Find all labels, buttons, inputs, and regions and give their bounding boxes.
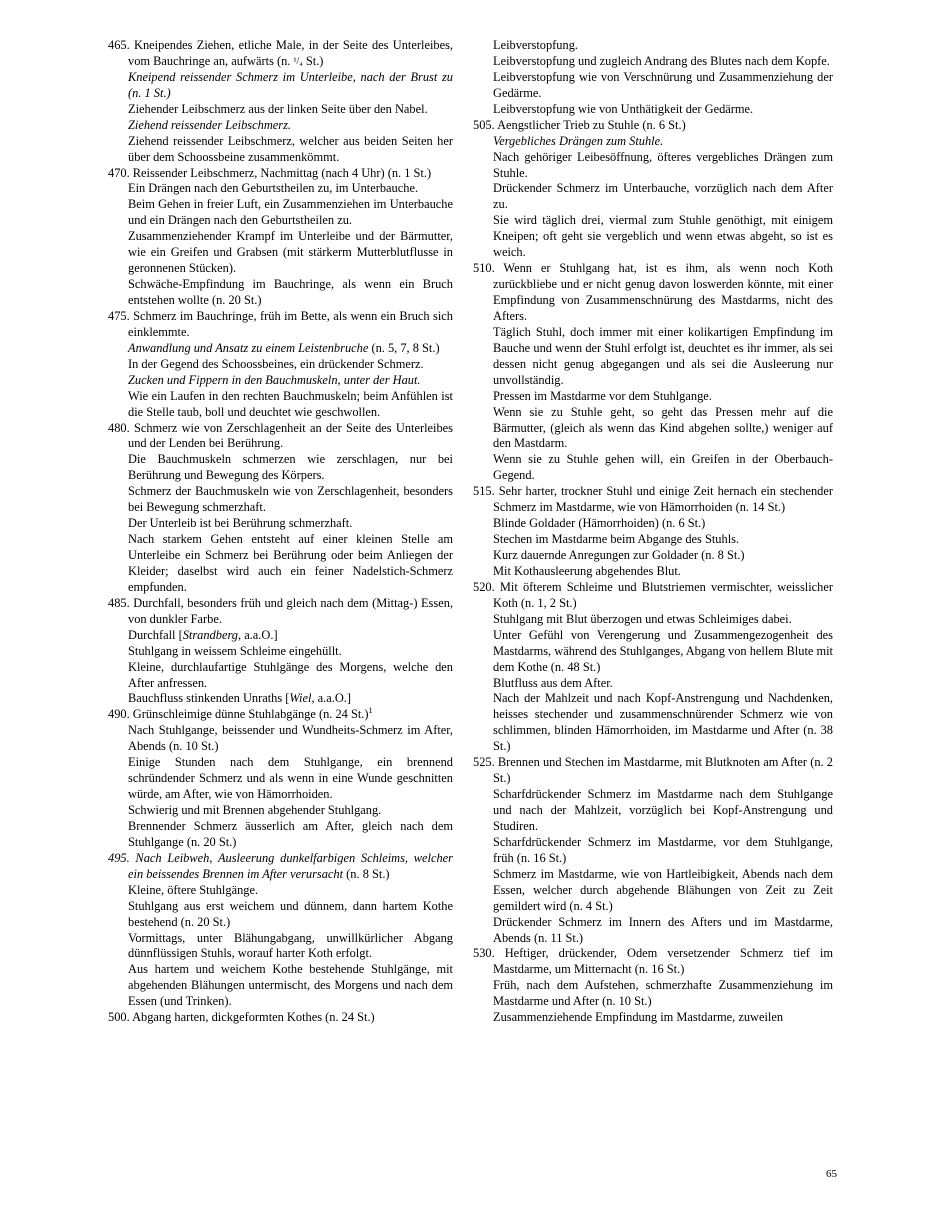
entry-519: Mit Kothausleerung abgehendes Blut. <box>493 563 681 578</box>
entry-512: Pressen im Mastdarme vor dem Stuhlgange. <box>493 388 712 403</box>
entry-504: Leibverstopfung wie von Unthätigkeit der Gedärme. <box>493 101 754 116</box>
entry-469: Ziehend reissender Leibschmerz, welcher aus beiden Seiten her über dem Schoossbeine zusammenkömmt. <box>128 133 453 164</box>
entry-486-italic: Strandberg <box>182 627 239 642</box>
entry-485: 485. Durchfall, besonders früh und gleich nach dem (Mittag-) Essen, von dunkler Farbe. <box>108 595 453 626</box>
entry-493: Schwierig und mit Brennen abgehender Stuhlgang. <box>128 803 382 817</box>
entry-505: 505. Aengstlicher Trieb zu Stuhle (n. 6 St.) <box>473 117 686 132</box>
entry-472: Beim Gehen in freier Luft, ein Zusammenziehen im Unterbauche und ein Drängen nach den Geburtstheilen zu. <box>128 197 453 228</box>
entry-528: Schmerz im Mastdarme, wie von Hartleibigkeit, Abends nach dem Essen, welcher durch abgehende Blähungen von Zeit zu Zeit gemildert wird (n. 4 St.) <box>493 866 833 913</box>
entry-500: 500. Abgang harten, dickgeformten Kothes (n. 24 St.) <box>108 1010 375 1025</box>
entry-513: Wenn sie zu Stuhle geht, so geht das Pressen mehr auf die Bärmutter, (gleich als wenn das Kind abgehen sollte,) weniger auf den Mastdarm. <box>493 404 833 451</box>
entry-509: Sie wird täglich drei, viermal zum Stuhle genöthigt, mit einigem Kneipen; oft geht sie vergeblich und wenn etwas abgeht, so ist es weich. <box>493 213 833 260</box>
entry-508: Drückender Schmerz im Unterbauche, vorzüglich nach dem After zu. <box>493 181 833 212</box>
entry-489-pre: Bauchfluss stinkenden Unraths [ <box>128 691 290 706</box>
entry-527: Scharfdrückender Schmerz im Mastdarme, vor dem Stuhlgange, früh (n. 16 St.) <box>493 834 833 865</box>
entry-476-italic: Anwandlung und Ansatz zu einem Leistenbruche <box>128 340 369 355</box>
entry-503: Leibverstopfung wie von Verschnürung und Zusammenziehung der Gedärme. <box>493 69 833 100</box>
entry-481: Die Bauchmuskeln schmerzen wie zerschlagen, nur bei Berührung und Bewegung des Körpers. <box>128 452 453 483</box>
entry-523: Blutfluss aus dem After. <box>493 675 613 690</box>
entry-518: Kurz dauernde Anregungen zur Goldader (n. 8 St.) <box>493 548 745 562</box>
entry-501: Leibverstopfung. <box>493 38 578 52</box>
entry-492: Einige Stunden nach dem Stuhlgange, ein brennend schründender Schmerz und als wenn in eine Wunde geschnitten würde, am After, wie von Hämorrhoiden. <box>128 755 453 802</box>
entry-490 <box>108 707 453 723</box>
entry-524: Nach der Mahlzeit und nach Kopf-Anstrengung und Nachdenken, heisses stechender und zusammenschnürender Schmerz wie von schlimmen, blinden Hämorrhoiden, im Mastdarme und After (n. 38 St.) <box>493 691 833 754</box>
entry-530: 530. Heftiger, drückender, Odem versetzender Schmerz tief im Mastdarme, um Mitternacht (n. 16 St.) <box>473 946 833 977</box>
entry-497: Stuhlgang aus erst weichem und dünnem, dann hartem Kothe bestehend (n. 20 St.) <box>128 898 453 929</box>
entry-471: Ein Drängen nach den Geburtstheilen zu, im Unterbauche. <box>128 181 419 196</box>
entry-517: Stechen im Mastdarme beim Abgange des Stuhls. <box>493 532 740 547</box>
entry-507: Nach gehöriger Leibesöffnung, öfteres vergebliches Drängen zum Stuhle. <box>493 149 833 180</box>
entry-526: Scharfdrückender Schmerz im Mastdarme nach dem Stuhlgange und nach der Mahlzeit, vorzüglich bei Kopf-Anstrengung und Studiren. <box>493 787 833 833</box>
entry-474: Schwäche-Empfindung im Bauchringe, als wenn ein Bruch entstehen wollte (n. 20 St.) <box>128 277 453 307</box>
entry-466: Kneipend reissender Schmerz im Unterleibe, nach der Brust zu (n. 1 St.) <box>128 69 453 100</box>
entry-510: 510. Wenn er Stuhlgang hat, ist es ihm, als wenn noch Koth zurückbliebe und er nicht genug davon loswerden könnte, mit einer Empfindung von Zusammenschnürung des Mastdarms, nicht des Afters. <box>473 261 833 323</box>
page-number: 65 <box>826 1168 837 1180</box>
entry-532: Zusammenziehende Empfindung im Mastdarme, zuweilen <box>493 1010 784 1025</box>
entry-483: Der Unterleib ist bei Berührung schmerzhaft. <box>128 516 353 531</box>
entry-476-rest: (n. 5, 7, 8 St.) <box>368 340 440 355</box>
left-column <box>108 38 453 1026</box>
entry-490-text: 490. Grünschleimige dünne Stuhlabgänge (n. 24 St.) <box>108 707 369 722</box>
entry-484: Nach starkem Gehen entsteht auf einer kleinen Stelle am Unterleibe ein Schmerz bei Berührung oder beim Anliegen der Kleider; daselbst wird auch ein feiner Nadelstich-Schmerz empfunden. <box>128 532 453 594</box>
entry-529: Drückender Schmerz im Innern des Afters und im Mastdarme, Abends (n. 11 St.) <box>493 914 833 945</box>
entry-468: Ziehend reissender Leibschmerz. <box>128 117 292 132</box>
entry-478: Zucken und Fippern in den Bauchmuskeln, unter der Haut. <box>128 372 421 387</box>
entry-515: 515. Sehr harter, trockner Stuhl und einige Zeit hernach ein stechender Schmerz im Mastdarme, wie von Hämorrhoiden (n. 14 St.) <box>473 484 833 515</box>
entry-489-italic: Wiel <box>289 691 312 706</box>
entry-499: Aus hartem und weichem Kothe bestehende Stuhlgänge, mit abgehenden Blähungen untermischt, des Morgens und nach dem Essen (und Trinken). <box>128 962 453 1009</box>
entry-495-rest: (n. 8 St.) <box>343 866 390 881</box>
entry-476 <box>108 341 453 357</box>
entry-521: Stuhlgang mit Blut überzogen und etwas Schleimiges dabei. <box>493 611 792 626</box>
entry-514: Wenn sie zu Stuhle gehen will, ein Greifen in der Oberbauch-Gegend. <box>493 452 833 483</box>
entry-495 <box>108 851 453 883</box>
entry-506: Vergebliches Drängen zum Stuhle. <box>493 133 664 148</box>
entry-516: Blinde Goldader (Hämorrhoiden) (n. 6 St.) <box>493 516 706 531</box>
two-column-body <box>108 38 833 1026</box>
entry-487: Stuhlgang in weissem Schleime eingehüllt. <box>128 643 342 658</box>
entry-495-italic: 495. Nach Leibweh, Ausleerung dunkelfarbigen Schleims, welcher ein beissendes Brennen im After verursacht <box>108 850 453 881</box>
entry-465: 465. Kneipendes Ziehen, etliche Male, in der Seite des Unterleibes, vom Bauchringe an, aufwärts (n. ¹/₄ St.) <box>108 38 453 68</box>
entry-488: Kleine, durchlaufartige Stuhlgänge des Morgens, welche den After anfressen. <box>128 659 453 690</box>
entry-522: Unter Gefühl von Verengerung und Zusammengezogenheit des Mastdarms, während des Stuhlganges, Abgang von hellem Blute mit dem Kothe (n. 48 St.) <box>493 627 834 674</box>
entry-496: Kleine, öftere Stuhlgänge. <box>128 882 259 897</box>
entry-498: Vormittags, unter Blähungabgang, unwillkürlicher Abgang dünnflüssigen Stuhls, worauf harter Koth erfolgt. <box>128 930 453 961</box>
entry-486-pre: Durchfall [ <box>128 627 183 642</box>
entry-511: Täglich Stuhl, doch immer mit einer kolikartigen Empfindung im Bauche und wenn der Stuhl erfolgt ist, deuchtet es ihr immer, als sei dessen nicht genug abgegangen und als sei die Ausleerung nur unvollständig. <box>493 324 833 387</box>
entry-467: Ziehender Leibschmerz aus der linken Seite über den Nabel. <box>128 101 428 116</box>
entry-480: 480. Schmerz wie von Zerschlagenheit an der Seite des Unterleibes und der Lenden bei Berührung. <box>108 420 453 451</box>
entry-473: Zusammenziehender Krampf im Unterleibe und der Bärmutter, wie ein Greifen und Grabsen (mit stärkerm Mutterblutflusse in geronnenen Stücken). <box>128 229 453 276</box>
footnote-marker-1: 1 <box>368 706 373 716</box>
right-column <box>473 38 833 1026</box>
entry-520: 520. Mit öfterem Schleime und Blutstriemen vermischter, weisslicher Koth (n. 1, 2 St.) <box>473 579 833 610</box>
entry-479: Wie ein Laufen in den rechten Bauchmuskeln; beim Anfühlen ist die Stelle taub, boll und deuchtet wie geschwollen. <box>128 388 453 419</box>
entry-470: 470. Reissender Leibschmerz, Nachmittag (nach 4 Uhr) (n. 1 St.) <box>108 165 432 180</box>
entry-477: In der Gegend des Schoossbeines, ein drückender Schmerz. <box>128 356 424 371</box>
entry-491: Nach Stuhlgange, beissender und Wundheits-Schmerz im After, Abends (n. 10 St.) <box>128 723 453 754</box>
entry-482: Schmerz der Bauchmuskeln wie von Zerschlagenheit, besonders bei Bewegung schmerzhaft. <box>128 484 453 515</box>
entry-525: 525. Brennen und Stechen im Mastdarme, mit Blutknoten am After (n. 2 St.) <box>473 755 833 786</box>
entry-486-rest: , a.a.O.] <box>238 627 278 642</box>
entry-531: Früh, nach dem Aufstehen, schmerzhafte Zusammenziehung im Mastdarme und After (n. 10 St.) <box>493 978 833 1009</box>
entry-475: 475. Schmerz im Bauchringe, früh im Bette, als wenn ein Bruch sich einklemmte. <box>108 308 453 339</box>
entry-489-rest: , a.a.O.] <box>311 691 351 706</box>
entry-486 <box>108 628 453 644</box>
entry-489 <box>108 691 453 707</box>
entry-494: Brennender Schmerz äusserlich am After, gleich nach dem Stuhlgange (n. 20 St.) <box>128 818 453 849</box>
entry-502: Leibverstopfung und zugleich Andrang des Blutes nach dem Kopfe. <box>493 53 830 68</box>
